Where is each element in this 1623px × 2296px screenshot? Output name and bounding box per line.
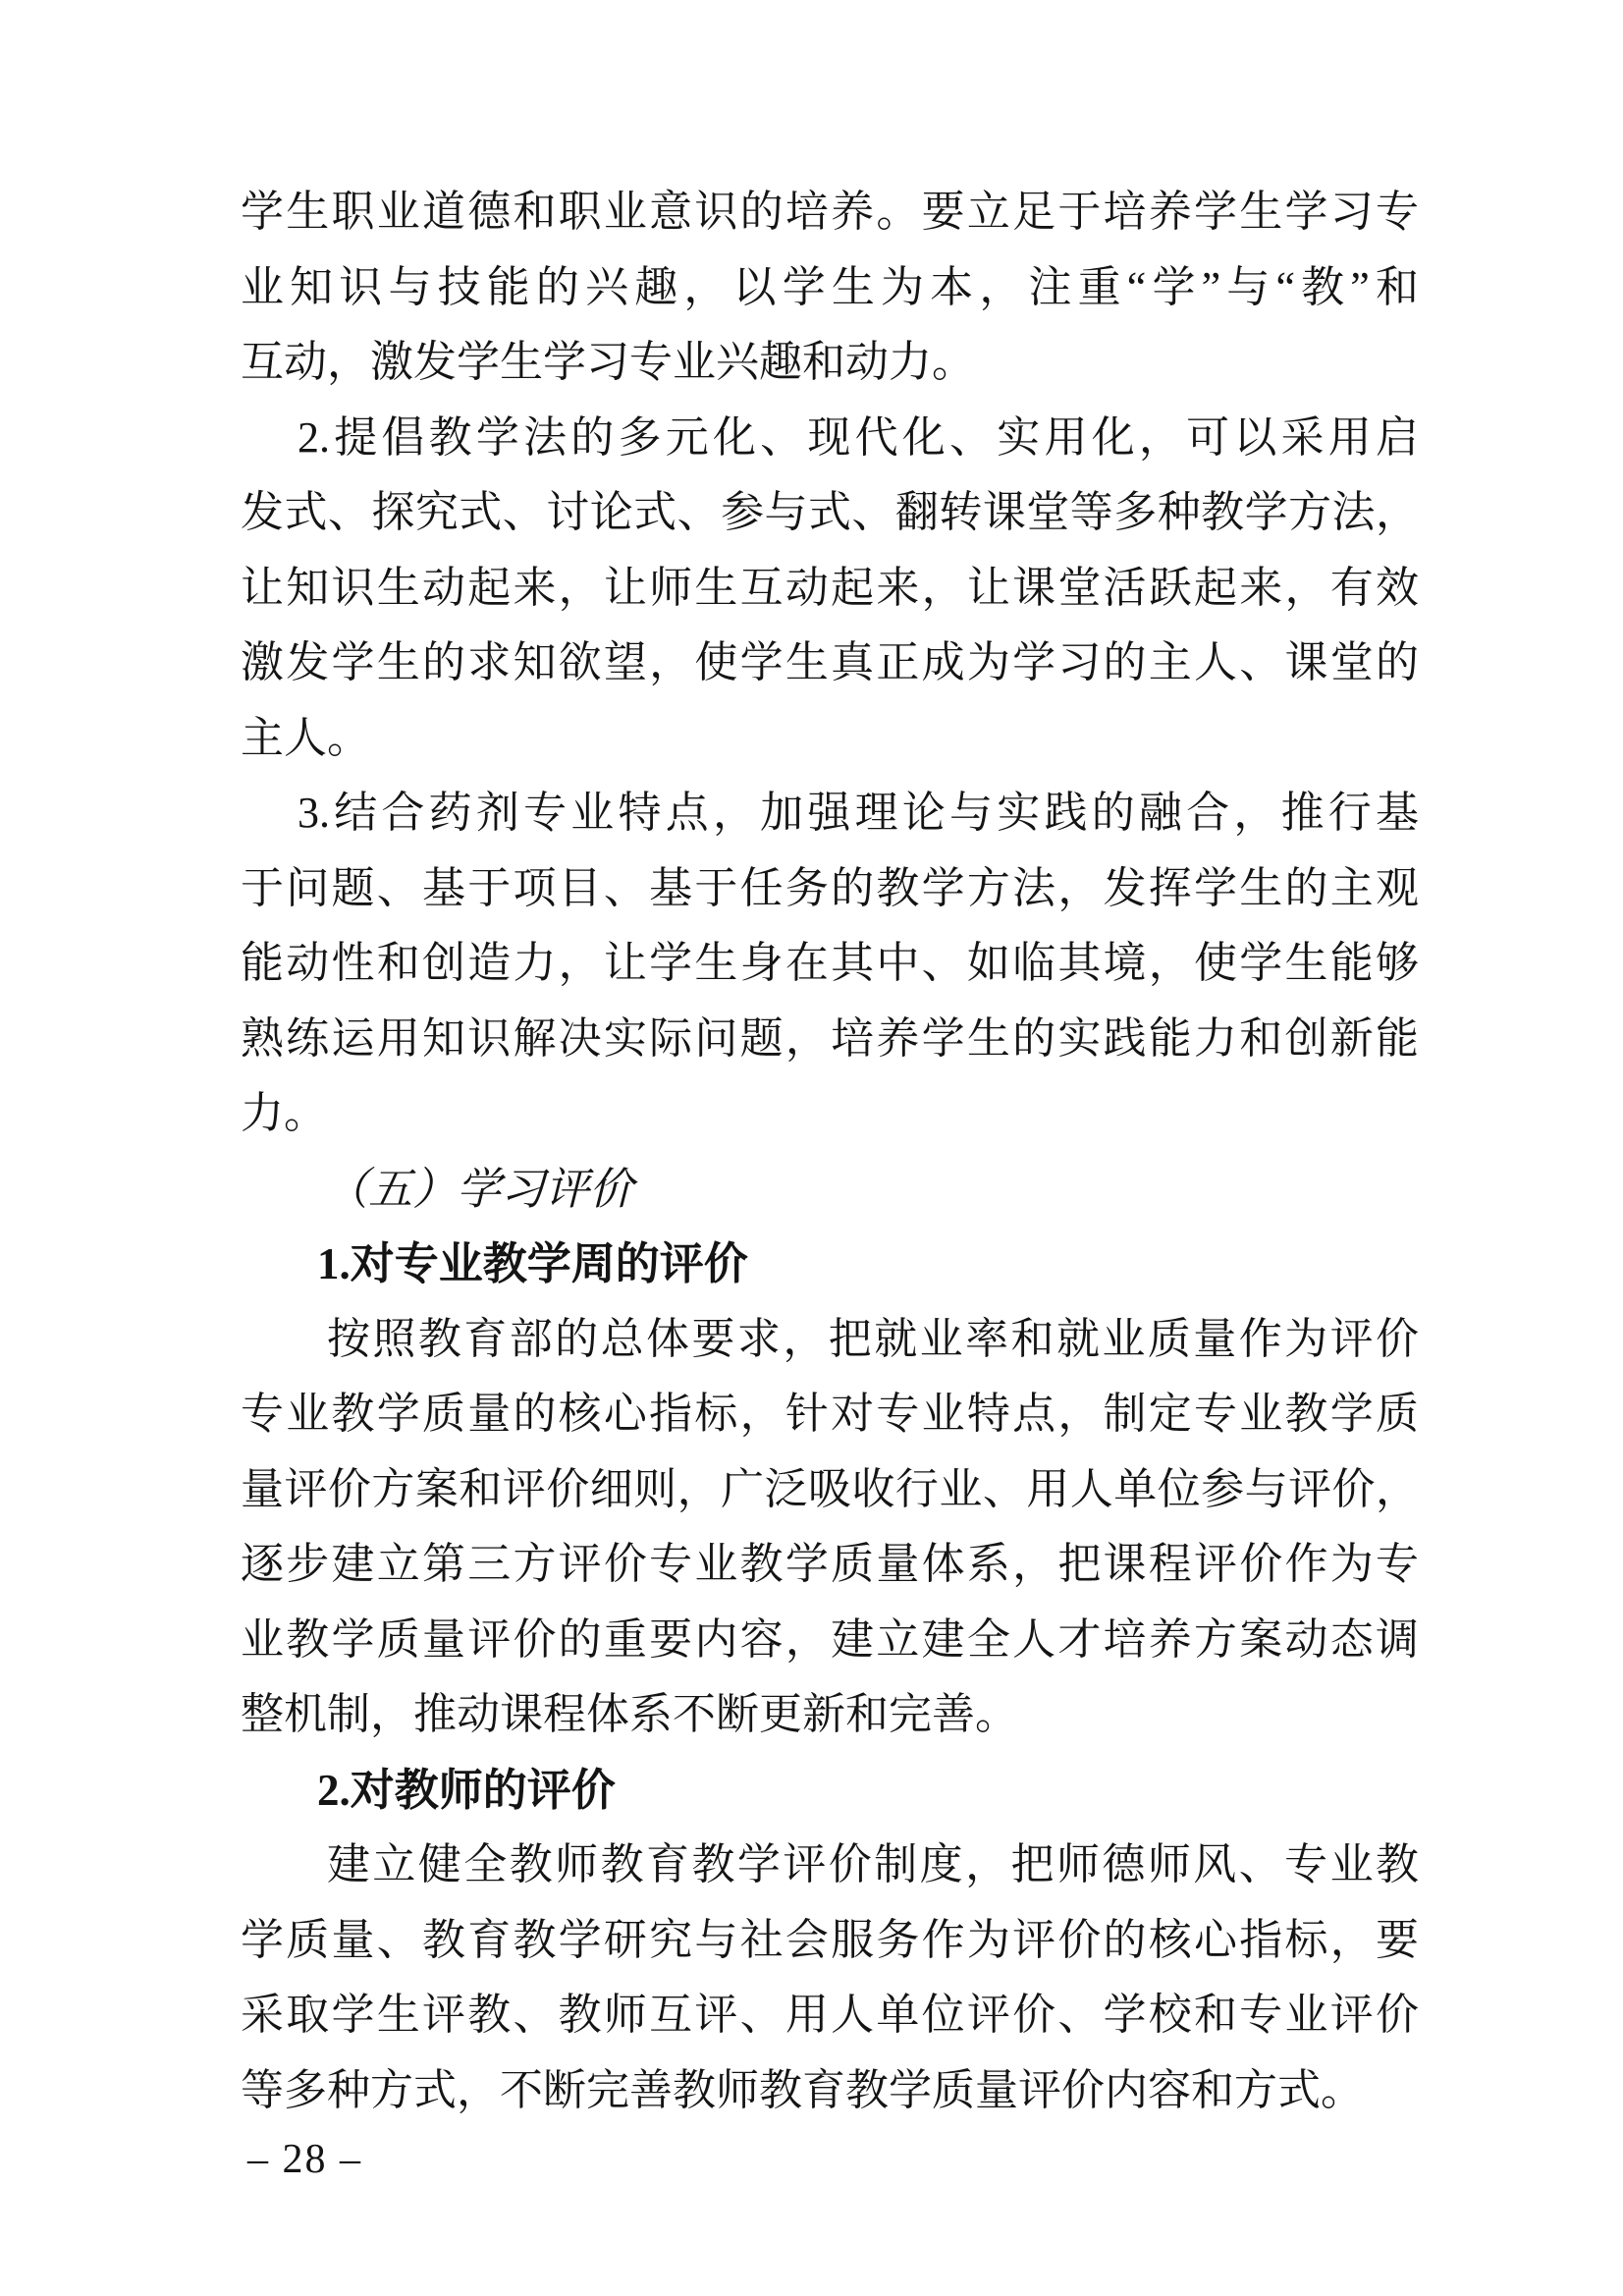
text-line: 能动性和创造力，让学生身在其中、如临其境，使学生能够 [241,939,1419,987]
text-line: 逐步建立第三方评价专业教学质量体系，把课程评价作为专 [241,1540,1419,1588]
text-line: 量评价方案和评价细则，广泛吸收行业、用人单位参与评价， [241,1464,1419,1513]
document-text-area [241,175,1419,2128]
page-number: – 28 – [247,2137,362,2182]
text-line: 等多种方式，不断完善教师教育教学质量评价内容和方式。 [241,2065,1364,2114]
text-line: 发式、探究式、讨论式、参与式、翻转课堂等多种教学方法， [241,488,1419,536]
text-line: 学生职业道德和职业意识的培养。要立足于培养学生学习专 [241,188,1419,236]
text-line: 学质量、教育教学研究与社会服务作为评价的核心指标，要 [241,1915,1419,1964]
text-line: 专业教学质量的核心指标，针对专业特点，制定专业教学质 [241,1390,1419,1438]
text-line: 激发学生的求知欲望，使学生真正成为学习的主人、课堂的 [241,638,1419,686]
text-line: 互动，激发学生学习专业兴趣和动力。 [241,338,975,386]
text-line: 业知识与技能的兴趣，以学生为本，注重“学”与“教”和 [241,262,1419,311]
text-line-bold-heading: 1.对专业教学周的评价 [317,1239,748,1288]
text-line: 业教学质量评价的重要内容，建立建全人才培养方案动态调 [241,1614,1419,1664]
text-line: 让知识生动起来，让师生互动起来，让课堂活跃起来，有效 [241,563,1419,612]
text-line: 按照教育部的总体要求，把就业率和就业质量作为评价 [327,1314,1419,1363]
text-line-bold-heading: 2.对教师的评价 [317,1765,616,1815]
text-line: 于问题、基于项目、基于任务的教学方法，发挥学生的主观 [241,863,1419,912]
text-line-kai-heading: （五）学习评价 [324,1164,634,1214]
text-line: 2.提倡教学法的多元化、现代化、实用化，可以采用启 [298,412,1419,462]
text-line: 整机制，推动课程体系不断更新和完善。 [241,1690,1018,1738]
text-line: 建立健全教师教育教学评价制度，把师德师风、专业教 [327,1840,1419,1888]
text-line: 采取学生评教、教师互评、用人单位评价、学校和专业评价 [241,1991,1419,2039]
text-line: 力。 [241,1089,327,1137]
page-footer [247,2137,362,2182]
text-line: 主人。 [241,713,370,762]
text-line: 3.结合药剂专业特点，加强理论与实践的融合，推行基 [298,789,1419,837]
text-line: 熟练运用知识解决实际问题，培养学生的实践能力和创新能 [241,1013,1419,1063]
